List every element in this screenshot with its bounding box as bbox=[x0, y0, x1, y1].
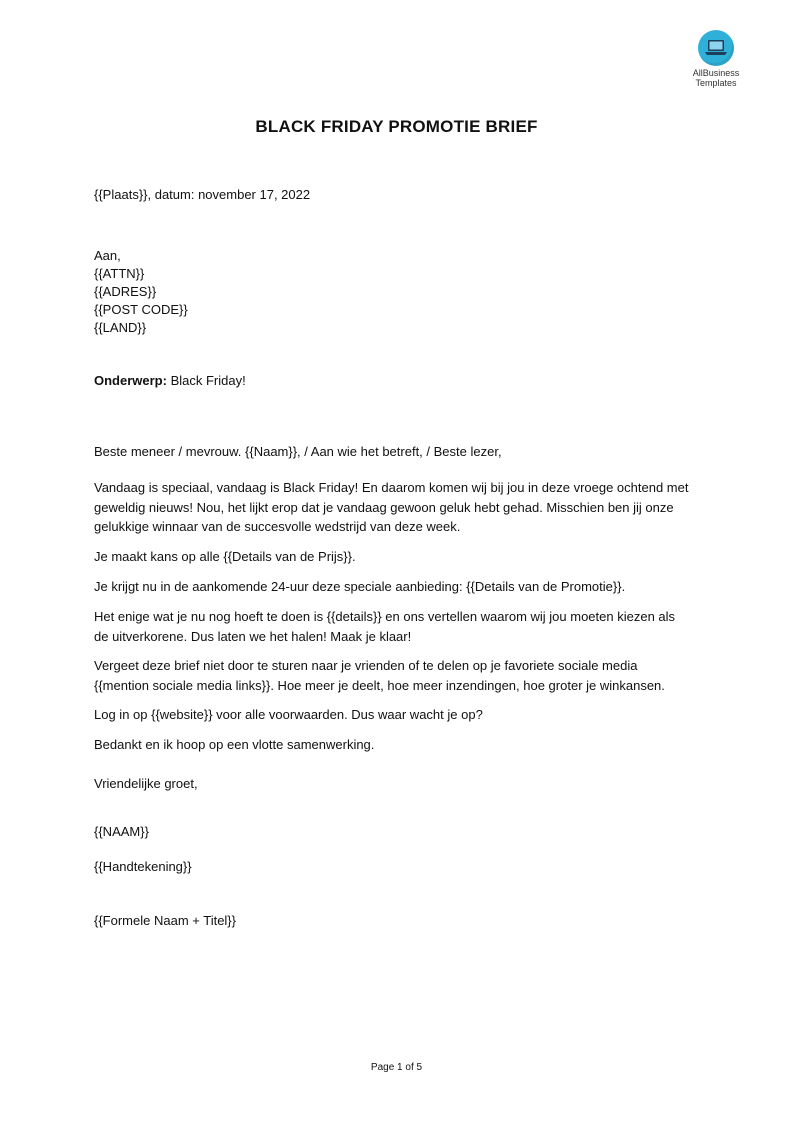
recipient-attn: {{ATTN}} bbox=[94, 266, 145, 281]
paragraph-line: Het enige wat je nu nog hoeft te doen is {{details}} en ons vertellen waarom wij jou moeten kiezen als bbox=[94, 609, 676, 624]
paragraph-line: de uitverkorene. Dus laten we het halen! Maak je klaar! bbox=[94, 628, 412, 644]
logo-text-line2: Templates bbox=[695, 78, 737, 88]
subject-value: Black Friday! bbox=[166, 373, 246, 388]
body-paragraph-3: Je krijgt nu in de aankomende 24-uur deze speciale aanbieding: {{Details van de Promotie}}. bbox=[94, 579, 626, 594]
body-paragraph-4 bbox=[94, 607, 714, 646]
paragraph-line: {{mention sociale media links}}. Hoe meer je deelt, hoe meer inzendingen, hoe groter je winkansen. bbox=[94, 677, 665, 693]
recipient-country: {{LAND}} bbox=[94, 320, 147, 335]
place-date: {{Plaats}}, datum: november 17, 2022 bbox=[94, 187, 311, 202]
recipient-postcode: {{POST CODE}} bbox=[94, 302, 188, 317]
recipient-to: Aan, bbox=[94, 248, 121, 263]
paragraph-line: geweldig nieuws! Nou, het lijkt erop dat je vandaag gewoon geluk hebt gehad. Misschien ben jij onze bbox=[94, 499, 674, 515]
body-paragraph-6: Log in op {{website}} voor alle voorwaarden. Dus waar wacht je op? bbox=[94, 707, 483, 722]
salutation: Beste meneer / mevrouw. {{Naam}}, / Aan wie het betreft, / Beste lezer, bbox=[94, 444, 502, 459]
paragraph-line: gelukkige winnaar van de succesvolle wedstrijd van deze week. bbox=[94, 519, 461, 534]
laptop-icon bbox=[698, 30, 734, 66]
subject-line bbox=[94, 371, 246, 390]
paragraph-line: Vergeet deze brief niet door te sturen naar je vrienden of te delen op je favoriete sociale media bbox=[94, 658, 638, 673]
body-paragraph-2: Je maakt kans op alle {{Details van de Prijs}}. bbox=[94, 549, 356, 564]
logo-text-line1: AllBusiness bbox=[692, 68, 740, 78]
closing: Vriendelijke groet, bbox=[94, 776, 198, 791]
body-paragraph-1 bbox=[94, 478, 714, 537]
recipient-address: {{ADRES}} bbox=[94, 284, 157, 299]
brand-logo bbox=[676, 30, 756, 88]
body-paragraph-5 bbox=[94, 656, 714, 695]
page-number: Page 1 of 5 bbox=[370, 1062, 423, 1073]
subject-label: Onderwerp: bbox=[94, 373, 167, 388]
paragraph-line: Vandaag is speciaal, vandaag is Black Friday! En daarom komen wij bij jou in deze vroege ochtend met bbox=[94, 480, 689, 495]
document-title: BLACK FRIDAY PROMOTIE BRIEF bbox=[255, 117, 538, 136]
signature-name: {{NAAM}} bbox=[94, 824, 149, 839]
signature-formal-name: {{Formele Naam + Titel}} bbox=[94, 913, 236, 928]
body-paragraph-7: Bedankt en ik hoop op een vlotte samenwerking. bbox=[94, 737, 375, 752]
signature-handtekening: {{Handtekening}} bbox=[94, 859, 192, 874]
